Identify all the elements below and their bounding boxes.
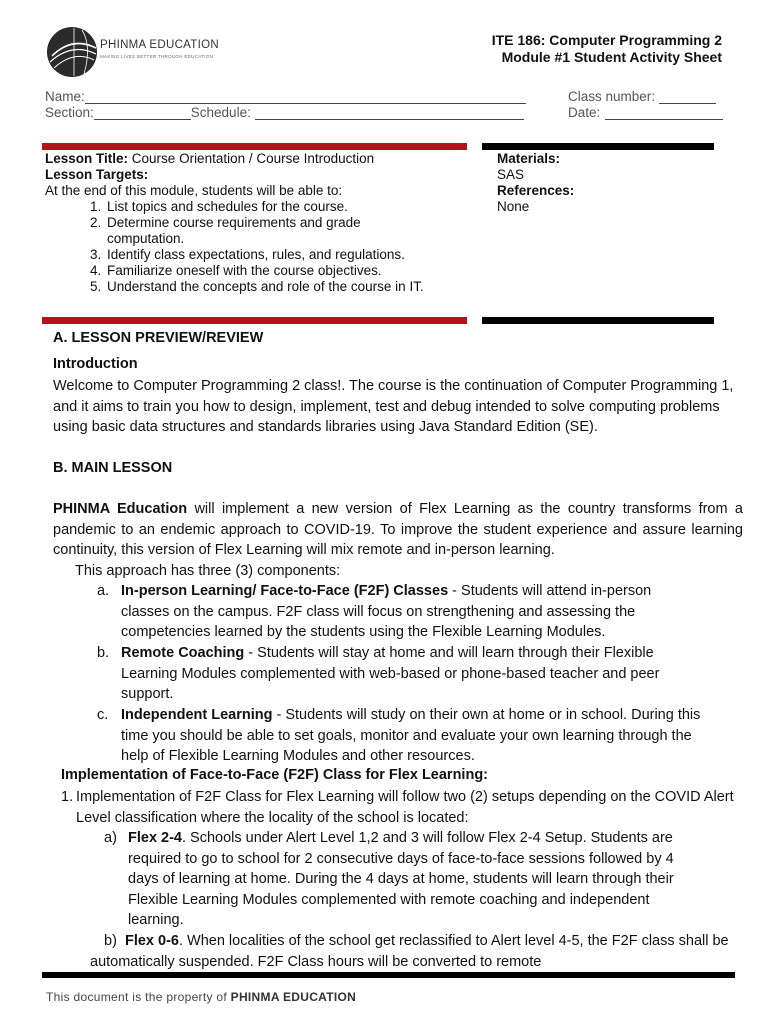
course-header	[492, 32, 722, 66]
component-a-title: In-person Learning/ Face-to-Face (F2F) Classes	[121, 583, 449, 599]
name-label: Name:	[45, 89, 85, 104]
references-label: References:	[497, 183, 575, 198]
section-label: Section:	[45, 105, 94, 120]
component-a-text: - Students will attend in-person classes on the campus. F2F class will focus on strengthening and assessing the competencies learned by the students using the Flexible Learning Modules.	[121, 583, 652, 641]
materials-value: SAS	[497, 167, 525, 182]
introduction-heading: Introduction	[53, 356, 138, 372]
flex06-title: Flex 0-6	[124, 933, 179, 949]
class-number-label: Class number:	[568, 89, 656, 104]
footer-text	[46, 990, 356, 1004]
flex24-item	[128, 828, 706, 931]
phinma-paragraph	[53, 499, 743, 561]
list-item: 1. List topics and schedules for the course.	[105, 199, 465, 215]
list-item: 3. Identify class expectations, rules, and regulations.	[105, 247, 465, 263]
schedule-input-line[interactable]	[255, 105, 524, 120]
flex06-item	[90, 931, 730, 972]
brand-tagline: MAKING LIVES BETTER THROUGH EDUCATION	[100, 54, 214, 59]
footer-note: This document is the property of	[46, 990, 231, 1004]
component-a	[121, 581, 701, 643]
flex24-title: Flex 2-4	[128, 830, 182, 846]
lesson-targets-list	[45, 199, 465, 295]
flex24-marker: a)	[104, 830, 117, 846]
footer-rule	[42, 972, 735, 978]
component-a-marker: a.	[97, 583, 110, 599]
list-item: 4. Familiarize oneself with the course objectives.	[105, 263, 465, 279]
lesson-title-label: Lesson Title:	[45, 151, 129, 166]
implementation-text: Implementation of F2F Class for Flex Learning will follow two (2) setups depending on the COVID Alert Level classification where the locality of the school is located:	[76, 789, 734, 826]
brand-name: PHINMA EDUCATION	[100, 39, 219, 51]
schedule-label: Schedule:	[190, 105, 251, 120]
name-field-row	[45, 89, 526, 104]
date-input-line[interactable]	[605, 105, 723, 120]
lesson-targets-intro: At the end of this module, students will be able to:	[45, 183, 343, 198]
top-black-bar	[482, 143, 714, 150]
materials-info	[497, 151, 707, 215]
phinma-globe-icon	[46, 26, 98, 78]
date-field-row	[568, 105, 723, 120]
component-c-text: - Students will study on their own at home or in school. During this time you should be able to set goals, monitor and evaluate your own learning through the help of Flexible Learning Modules and other resources.	[121, 707, 701, 765]
module-title: Module #1 Student Activity Sheet	[501, 49, 722, 65]
component-c-title: Independent Learning	[121, 707, 273, 723]
bottom-red-bar	[42, 317, 467, 324]
bottom-black-bar	[482, 317, 714, 324]
section-b-heading: B. MAIN LESSON	[53, 460, 173, 476]
list-item: 2. Determine course requirements and grade computation.	[105, 215, 367, 247]
top-red-bar	[42, 143, 467, 150]
lesson-title-value: Course Orientation / Course Introduction	[131, 151, 375, 166]
lesson-info	[45, 151, 465, 295]
references-value: None	[497, 199, 530, 214]
section-field-row	[45, 105, 524, 120]
lesson-targets-label: Lesson Targets:	[45, 167, 149, 182]
footer-brand: PHINMA EDUCATION	[230, 990, 357, 1004]
class-number-field-row	[568, 89, 716, 104]
introduction-text: Welcome to Computer Programming 2 class!. The course is the continuation of Computer Programming 1, and it aims to train you how to design, implement, test and debug intended to solve computing problems using basic data structures and standards libraries using Java Standard Edition (SE).	[53, 378, 734, 436]
component-c	[121, 705, 711, 767]
component-c-marker: c.	[97, 707, 109, 723]
flex24-text: . Schools under Alert Level 1,2 and 3 will follow Flex 2-4 Setup. Students are required to go to school for 2 consecutive days of face-to-face sessions followed by 4 days of learning at home. During the 4 days at home, students will learn through their Flexible Learning Modules complemented with remote coaching and independent learning.	[128, 830, 674, 929]
class-number-input-line[interactable]	[659, 89, 716, 104]
flex06-text: . When localities of the school get reclassified to Alert level 4-5, the F2F class shall be automatically suspended. F2F Class hours will be converted to remote	[90, 933, 729, 970]
components-intro: This approach has three (3) components:	[75, 563, 341, 579]
course-title: ITE 186: Computer Programming 2	[491, 32, 722, 48]
component-b-text: - Students will stay at home and will learn through their Flexible Learning Modules complemented with web-based or phone-based teacher and peer support.	[121, 645, 660, 703]
section-input-line[interactable]	[94, 105, 191, 120]
list-item: 5. Understand the concepts and role of the course in IT.	[105, 279, 465, 295]
phinma-logo	[46, 26, 219, 82]
phinma-text: will implement a new version of Flex Learning as the country transforms from a pandemic to an endemic approach to COVID-19. To improve the student experience and assure learning continuity, this version of Flex Learning will mix remote and in-person learning.	[53, 501, 743, 559]
name-input-line[interactable]	[85, 89, 526, 104]
component-b	[121, 643, 701, 705]
date-label: Date:	[568, 105, 601, 120]
materials-label: Materials:	[497, 151, 561, 166]
implementation-marker: 1.	[61, 789, 74, 805]
flex06-marker: b)	[104, 933, 117, 949]
component-b-marker: b.	[97, 645, 110, 661]
component-b-title: Remote Coaching	[121, 645, 245, 661]
section-a-heading: A. LESSON PREVIEW/REVIEW	[53, 330, 264, 346]
phinma-bold: PHINMA Education	[53, 501, 188, 517]
implementation-heading: Implementation of Face-to-Face (F2F) Class for Flex Learning:	[61, 767, 489, 783]
